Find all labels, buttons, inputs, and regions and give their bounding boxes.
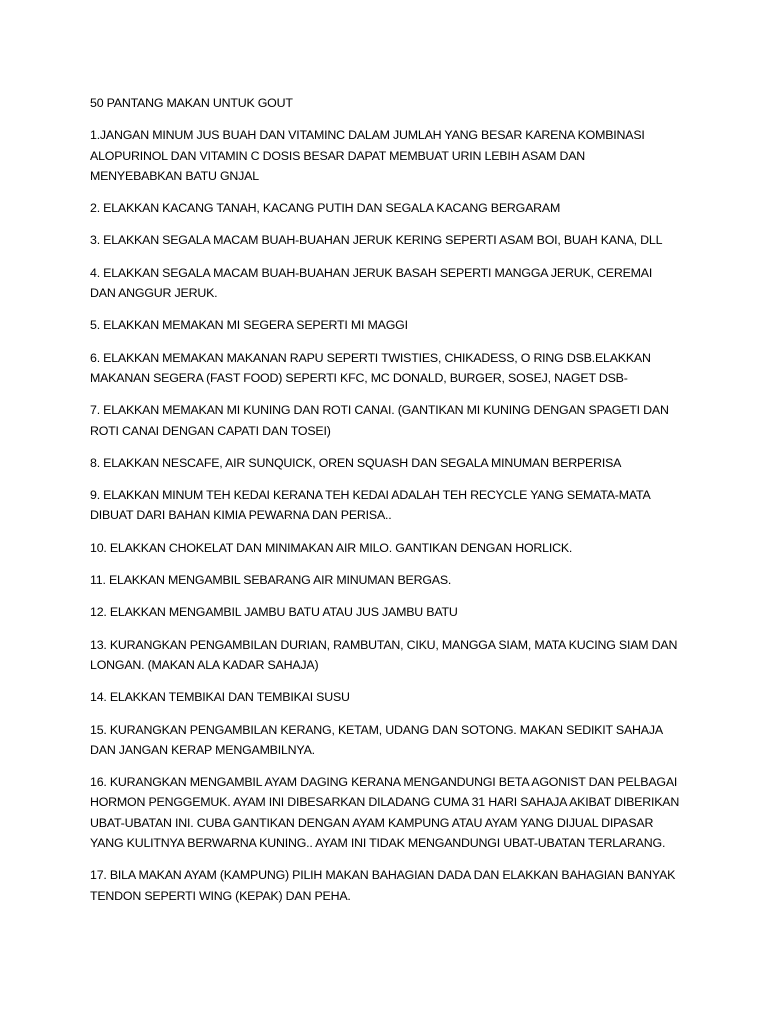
list-item: 4. ELAKKAN SEGALA MACAM BUAH-BUAHAN JERUK BASAH SEPERTI MANGGA JERUK, CEREMAI DAN ANGGUR JERUK. [90, 265, 653, 301]
list-item: 1.JANGAN MINUM JUS BUAH DAN VITAMINC DALAM JUMLAH YANG BESAR KARENA KOMBINASI ALOPURINOL DAN VITAMIN C DOSIS BESAR DAPAT MEMBUAT URIN LEBIH ASAM DAN MENYEBABKAN BATU GNJAL [90, 128, 645, 183]
list-item: 13. KURANGKAN PENGAMBILAN DURIAN, RAMBUTAN, CIKU, MANGGA SIAM, MATA KUCING SIAM DAN LONGAN. (MAKAN ALA KADAR SAHAJA) [90, 637, 678, 672]
list-item: 14. ELAKKAN TEMBIKAI DAN TEMBIKAI SUSU [90, 690, 350, 705]
document-title: 50 PANTANG MAKAN UNTUK GOUT [90, 96, 293, 110]
list-item: 8. ELAKKAN NESCAFE, AIR SUNQUICK, OREN SQUASH DAN SEGALA MINUMAN BERPERISA [90, 455, 622, 470]
list-item: 2. ELAKKAN KACANG TANAH, KACANG PUTIH DAN SEGALA KACANG BERGARAM [90, 201, 561, 216]
list-item: 16. KURANGKAN MENGAMBIL AYAM DAGING KERANA MENGANDUNGI BETA AGONIST DAN PELBAGAI HORMON PENGGEMUK. AYAM INI DIBESARKAN DILADANG CUMA 31 HARI SAHAJA AKIBAT DIBERIKAN UBAT-UBATAN INI. CUBA GANTIKAN DENGAN AYAM KAMPUNG ATAU AYAM YANG DIJUAL DIPASAR YANG KULITNYA BERWARNA KUNING.. AYAM INI TIDAK MENGANDUNGI UBAT-UBATAN TERLARANG. [90, 775, 680, 851]
list-item: 10. ELAKKAN CHOKELAT DAN MINIMAKAN AIR MILO. GANTIKAN DENGAN HORLICK. [90, 540, 573, 555]
list-item: 12. ELAKKAN MENGAMBIL JAMBU BATU ATAU JUS JAMBU BATU [90, 605, 458, 620]
list-item: 11. ELAKKAN MENGAMBIL SEBARANG AIR MINUMAN BERGAS. [90, 573, 452, 588]
list-item: 3. ELAKKAN SEGALA MACAM BUAH-BUAHAN JERUK KERING SEPERTI ASAM BOI, BUAH KANA, DLL [90, 233, 663, 248]
list-item: 15. KURANGKAN PENGAMBILAN KERANG, KETAM, UDANG DAN SOTONG. MAKAN SEDIKIT SAHAJA DAN JANGAN KERAP MENGAMBILNYA. [90, 722, 663, 757]
list-item: 9. ELAKKAN MINUM TEH KEDAI KERANA TEH KEDAI ADALAH TEH RECYCLE YANG SEMATA-MATA DIBUAT DARI BAHAN KIMIA PEWARNA DAN PERISA.. [90, 488, 650, 523]
list-item: 17. BILA MAKAN AYAM (KAMPUNG) PILIH MAKAN BAHAGIAN DADA DAN ELAKKAN BAHAGIAN BANYAK TENDON SEPERTI WING (KEPAK) DAN PEHA. [90, 868, 676, 903]
list-item: 5. ELAKKAN MEMAKAN MI SEGERA SEPERTI MI MAGGI [90, 318, 408, 333]
list-item: 6. ELAKKAN MEMAKAN MAKANAN RAPU SEPERTI TWISTIES, CHIKADESS, O RING DSB.ELAKKAN MAKANAN SEGERA (FAST FOOD) SEPERTI KFC, MC DONALD, BURGER, SOSEJ, NAGET DSB- [90, 350, 651, 385]
list-item: 7. ELAKKAN MEMAKAN MI KUNING DAN ROTI CANAI. (GANTIKAN MI KUNING DENGAN SPAGETI DAN ROTI CANAI DENGAN CAPATI DAN TOSEI) [90, 403, 669, 438]
document-page [90, 93, 680, 918]
